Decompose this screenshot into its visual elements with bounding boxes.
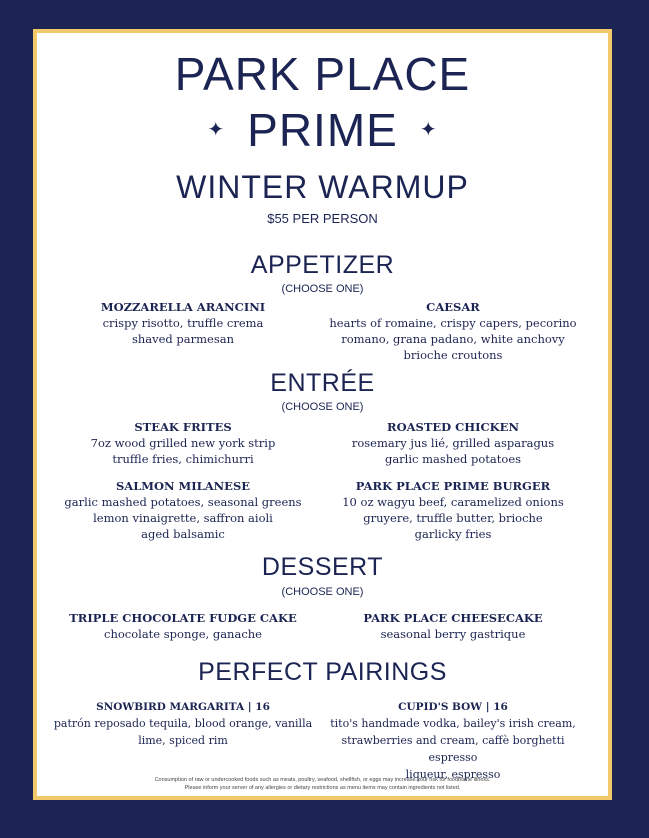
footer-disclaimer [37, 776, 608, 792]
dessert-choose: (CHOOSE ONE) [281, 586, 364, 598]
menu-card [33, 29, 612, 800]
item-desc: gruyere, truffle butter, brioche [363, 511, 543, 525]
entree-choose: (CHOOSE ONE) [281, 401, 364, 413]
menu-item [53, 419, 313, 467]
item-desc: romano, grana padano, white anchovy [341, 332, 565, 346]
item-desc: 7oz wood grilled new york strip [90, 436, 276, 450]
item-desc: chocolate sponge, ganache [104, 627, 262, 641]
item-desc: crispy risotto, truffle crema [102, 316, 264, 330]
menu-item [53, 699, 313, 749]
menu-title: WINTER WARMUP [176, 169, 469, 205]
item-desc: truffle fries, chimichurri [112, 452, 254, 466]
restaurant-name-line1: PARK PLACE [174, 48, 471, 100]
footer-line: Please inform your server of any allergies or dietary restrictions as menu items may contain ingredients not listed. [184, 785, 461, 791]
menu-item [53, 478, 313, 542]
item-desc: tito's handmade vodka, bailey's irish cream, [330, 717, 576, 730]
item-name: PARK PLACE CHEESECAKE [363, 611, 543, 625]
appetizer-heading: APPETIZER [250, 251, 395, 279]
restaurant-name-line2: PRIME [247, 104, 398, 156]
menu-item [323, 419, 583, 467]
item-desc: brioche croutons [403, 348, 503, 362]
item-desc: shaved parmesan [131, 332, 235, 346]
item-name: PARK PLACE PRIME BURGER [355, 479, 551, 493]
dessert-heading: DESSERT [261, 553, 384, 581]
item-desc: rosemary jus lié, grilled asparagus [351, 436, 555, 450]
item-desc: liqueur, espresso [405, 768, 501, 781]
item-desc: garlicky fries [414, 527, 492, 541]
entree-heading: ENTRÉE [270, 369, 375, 397]
item-desc: patrón reposado tequila, blood orange, vanilla [53, 717, 313, 730]
item-desc: garlic mashed potatoes, seasonal greens [64, 495, 302, 509]
item-desc: 10 oz wagyu beef, caramelized onions [342, 495, 564, 509]
item-desc: hearts of romaine, crispy capers, pecorino [329, 316, 577, 330]
item-desc: lemon vinaigrette, saffron aioli [93, 511, 273, 525]
item-desc: seasonal berry gastrique [380, 627, 526, 641]
menu-item [323, 299, 583, 363]
item-name: CAESAR [426, 300, 480, 314]
menu-item [323, 610, 583, 642]
item-name: MOZZARELLA ARANCINI [100, 300, 266, 314]
item-name: TRIPLE CHOCOLATE FUDGE CAKE [69, 611, 297, 625]
menu-item [53, 610, 313, 642]
item-desc: garlic mashed potatoes [384, 452, 522, 466]
item-name: ROASTED CHICKEN [387, 420, 519, 434]
appetizer-choose: (CHOOSE ONE) [281, 283, 364, 295]
restaurant-name-row [37, 104, 608, 156]
footer-line: Consumption of raw or undercooked foods such as meats, poultry, seafood, shellfish, or eggs may increase your risk for foodborne illness. [154, 777, 491, 783]
menu-item [323, 478, 583, 542]
item-name: SNOWBIRD MARGARITA | 16 [96, 701, 270, 713]
item-name: CUPID'S BOW | 16 [398, 701, 508, 713]
item-desc: aged balsamic [141, 527, 225, 541]
item-name: STEAK FRITES [134, 420, 232, 434]
item-name: SALMON MILANESE [115, 479, 251, 493]
diamond-ornament-icon: ✦ [419, 119, 438, 141]
pairings-heading: PERFECT PAIRINGS [198, 658, 447, 686]
menu-item [53, 299, 313, 347]
item-desc: strawberries and cream, caffè borghetti espresso [341, 734, 565, 764]
item-desc: lime, spiced rim [138, 734, 228, 747]
diamond-ornament-icon: ✦ [207, 119, 226, 141]
menu-price: $55 PER PERSON [267, 211, 378, 226]
menu-item [323, 699, 583, 783]
